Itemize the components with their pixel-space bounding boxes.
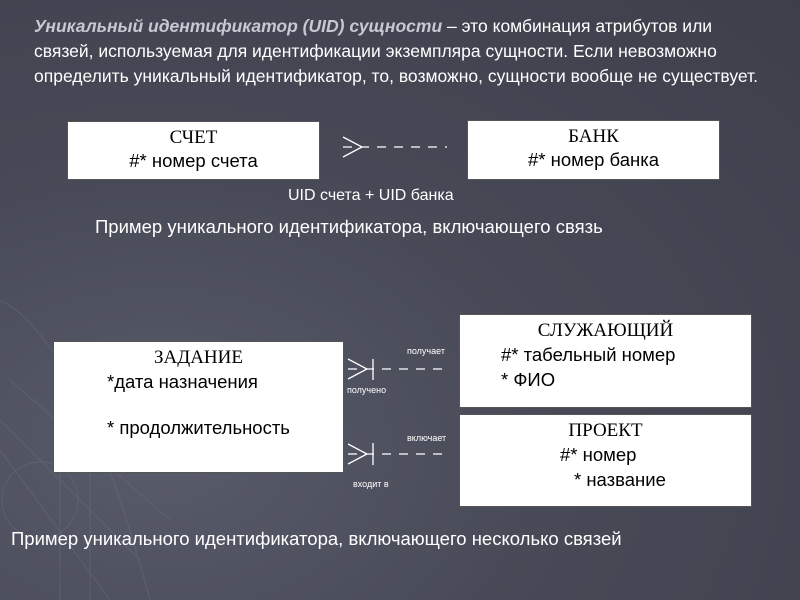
entity-task-attr1: *дата назначения: [107, 371, 258, 392]
example2-caption: Пример уникального идентификатора, включающего несколько связей: [11, 528, 622, 549]
entity-bank-attr: #* номер банка: [527, 149, 660, 170]
rel-label-receives: получает: [407, 346, 445, 356]
uid-term: Уникальный идентификатор (UID) сущности: [34, 16, 443, 36]
rel-label-part-of: входит в: [353, 479, 389, 489]
uid-formula: UID счета + UID банка: [288, 187, 454, 204]
entity-task-attr2: * продолжительность: [107, 417, 290, 438]
entity-bank-title: БАНК: [568, 126, 619, 147]
entity-employee-attr2: * ФИО: [501, 369, 556, 390]
entity-employee-title: СЛУЖАЮЩИЙ: [537, 320, 674, 341]
entity-project-title: ПРОЕКТ: [568, 420, 643, 441]
entity-account-attr: #* номер счета: [129, 150, 258, 171]
entity-employee-attr1: #* табельный номер: [501, 344, 676, 365]
rel-label-includes: включает: [407, 433, 447, 443]
entity-project-attr2: * название: [574, 469, 666, 490]
entity-account-title: СЧЕТ: [169, 127, 218, 148]
example1-caption: Пример уникального идентификатора, включающего связь: [95, 216, 603, 237]
entity-project-attr1: #* номер: [560, 444, 637, 465]
entity-task-title: ЗАДАНИЕ: [154, 347, 243, 368]
intro-text: – это комбинация атрибутов или связей, используемая для идентификации экземпляра сущности. Если невозможно определить уникальный идентификатор, то, возможно, сущности вообще не существует.: [34, 16, 758, 86]
rel-label-received: получено: [347, 385, 387, 395]
